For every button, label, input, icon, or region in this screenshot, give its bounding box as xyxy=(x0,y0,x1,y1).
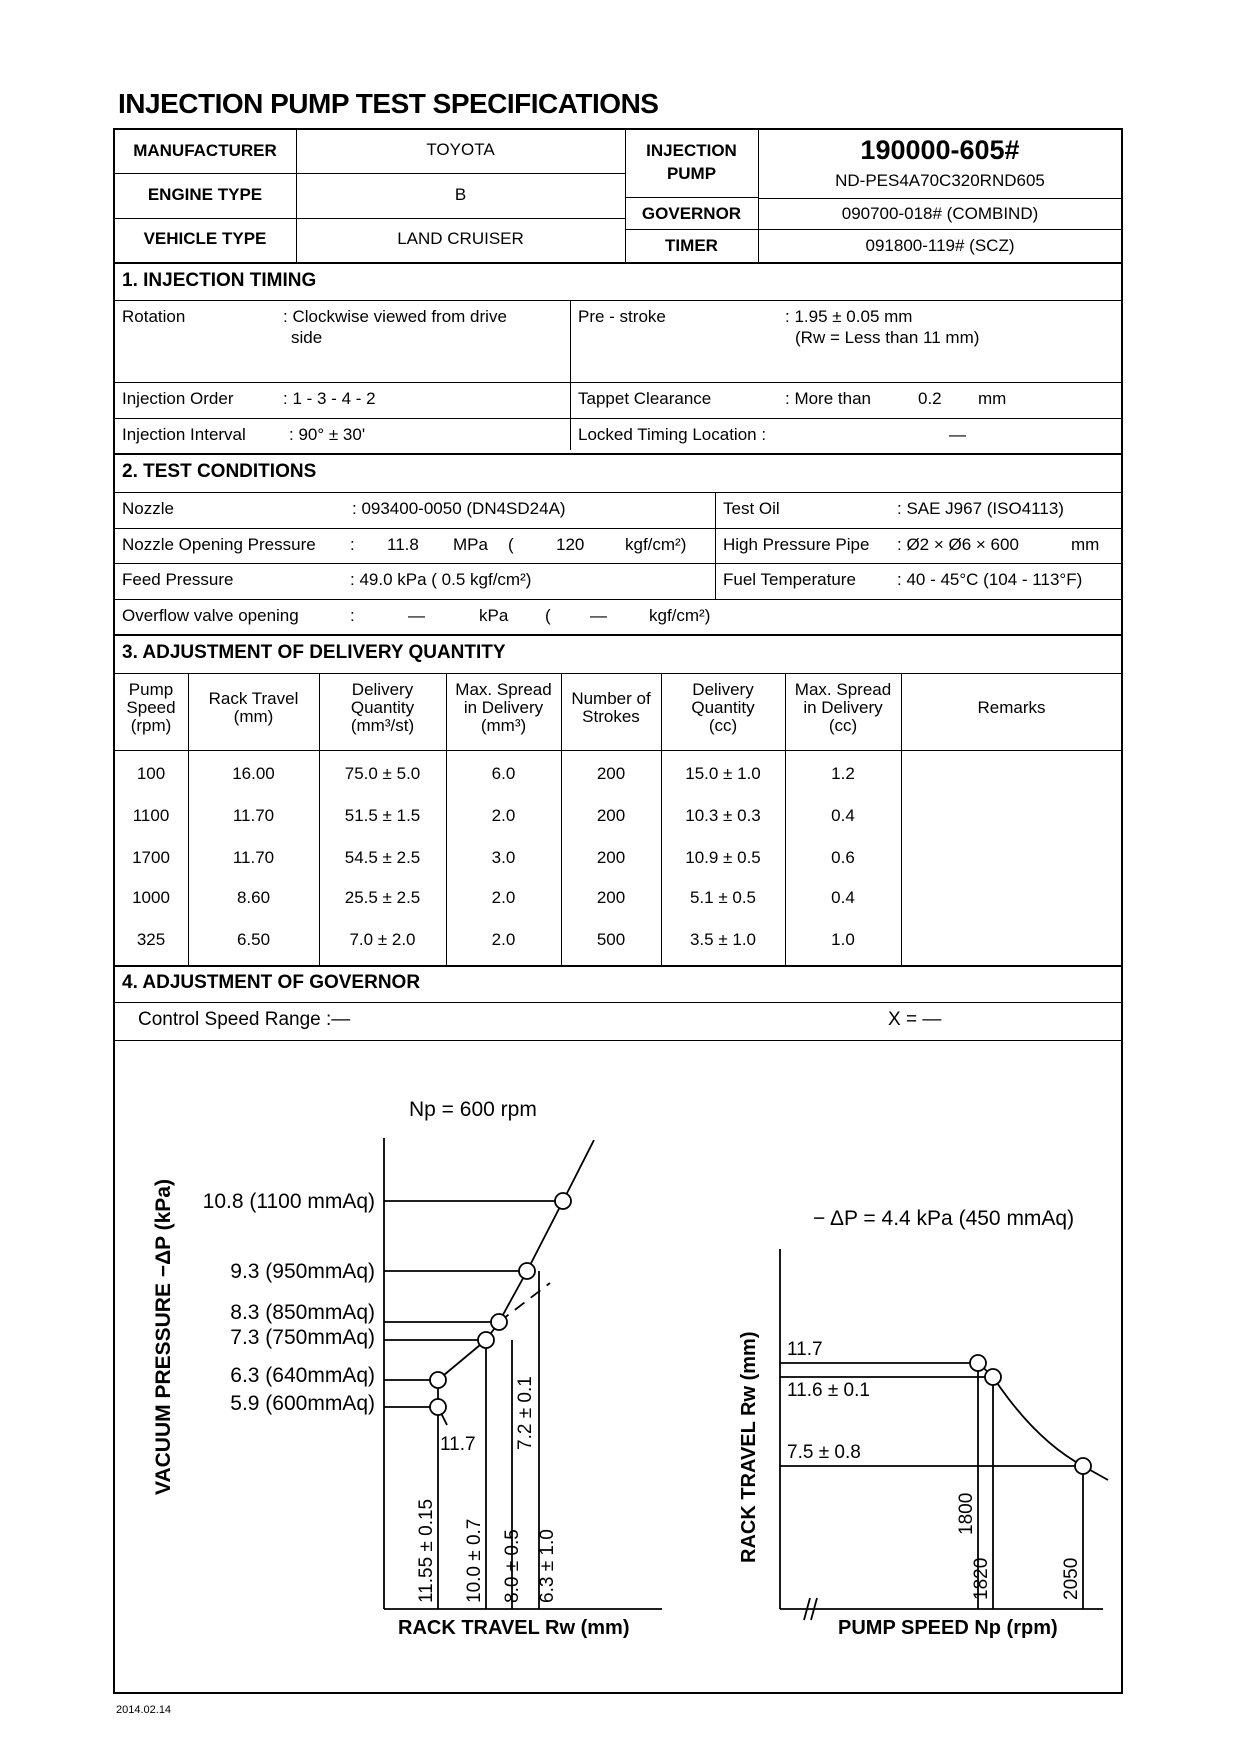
injection-pump-label-2: PUMP xyxy=(666,164,717,183)
x-label-11-55: 11.55 ± 0.15 xyxy=(416,1498,437,1603)
delivery-cell: 75.0 ± 5.0 xyxy=(344,764,421,783)
nop-kgf-unit: kgf/cm²) xyxy=(625,535,687,554)
high-pressure-pipe-label: High Pressure Pipe xyxy=(723,535,870,554)
overflow-kpa-value: — xyxy=(408,606,425,625)
governor-value: 090700-018# (COMBIND) xyxy=(841,204,1039,223)
prestroke-label: Pre - stroke xyxy=(578,307,666,326)
delivery-header-cell: Max. Spread xyxy=(794,680,892,699)
delivery-cell: 7.0 ± 2.0 xyxy=(349,930,416,949)
left-diagram-title: Np = 600 rpm xyxy=(409,1098,537,1121)
tappet-clearance-unit: mm xyxy=(978,389,1007,408)
delivery-cell: 200 xyxy=(596,806,626,825)
engine-type-label: ENGINE TYPE xyxy=(147,185,263,204)
rx-label-2050: 2050 xyxy=(1061,1557,1082,1600)
locked-timing-value: — xyxy=(949,425,966,444)
vehicle-type-value: LAND CRUISER xyxy=(397,229,524,248)
delivery-cell: 2.0 xyxy=(491,930,516,949)
delivery-cell: 2.0 xyxy=(491,806,516,825)
left-y-axis-label: VACUUM PRESSURE −ΔP (kPa) xyxy=(152,1179,175,1495)
rotation-value: : Clockwise viewed from drive xyxy=(283,307,507,326)
delivery-cell: 5.1 ± 0.5 xyxy=(689,888,757,907)
delivery-header-cell: Remarks xyxy=(977,698,1046,717)
y-label-9-3: 9.3 (950mmAq) xyxy=(230,1260,375,1283)
point-11-7 xyxy=(970,1355,986,1371)
injection-interval-value: : 90° ± 30' xyxy=(289,425,366,444)
delivery-cell: 200 xyxy=(596,764,626,783)
delivery-header-cell: (mm) xyxy=(233,707,274,726)
prestroke-value: : 1.95 ± 0.05 mm xyxy=(785,307,913,326)
fuel-temperature-label: Fuel Temperature xyxy=(723,570,856,589)
tappet-clearance-label: Tappet Clearance xyxy=(578,389,712,408)
delivery-header-cell: (cc) xyxy=(708,716,738,735)
nozzle-opening-pressure-label: Nozzle Opening Pressure xyxy=(122,535,316,554)
point-5-9 xyxy=(430,1399,446,1415)
delivery-header-cell: Delivery xyxy=(692,680,754,699)
point-7-3 xyxy=(478,1332,494,1348)
section-governor: 4. ADJUSTMENT OF GOVERNOR xyxy=(122,972,421,993)
injection-order-label: Injection Order xyxy=(122,389,234,408)
page-title: INJECTION PUMP TEST SPECIFICATIONS xyxy=(118,88,659,119)
delivery-cell: 10.3 ± 0.3 xyxy=(685,806,761,825)
test-oil-label: Test Oil xyxy=(723,499,780,518)
delivery-cell: 0.6 xyxy=(831,848,855,867)
point-6-3 xyxy=(430,1372,446,1388)
delivery-header-cell: Max. Spread xyxy=(455,680,552,699)
delivery-cell: 11.70 xyxy=(232,848,275,867)
y-label-8-3: 8.3 (850mmAq) xyxy=(230,1301,375,1324)
nop-paren: ( xyxy=(508,535,514,554)
overflow-paren: ( xyxy=(545,606,551,625)
delivery-cell: 6.50 xyxy=(236,930,271,949)
delivery-header-cell: in Delivery xyxy=(463,698,544,717)
pump-number: 190000-605# xyxy=(860,135,1020,165)
tappet-clearance-value: : More than xyxy=(785,389,871,408)
delivery-cell: 500 xyxy=(596,930,626,949)
delivery-cell: 51.5 ± 1.5 xyxy=(344,806,421,825)
ry-label-7-5: 7.5 ± 0.8 xyxy=(787,1442,861,1463)
delivery-cell: 15.0 ± 1.0 xyxy=(685,764,761,783)
point-8-3 xyxy=(491,1314,507,1330)
rx-label-1800: 1800 xyxy=(956,1492,977,1535)
delivery-cell: 0.4 xyxy=(831,888,855,907)
rx-label-1820: 1820 xyxy=(971,1557,992,1600)
overflow-valve-label: Overflow valve opening xyxy=(122,606,299,625)
left-x-axis-label: RACK TRAVEL Rw (mm) xyxy=(398,1617,630,1639)
x-label-10-0: 10.0 ± 0.7 xyxy=(464,1518,485,1603)
delivery-header-cell: Rack Travel xyxy=(208,689,299,708)
delivery-header-cell: (cc) xyxy=(828,716,858,735)
ry-label-11-7: 11.7 xyxy=(787,1339,823,1360)
y-label-6-3: 6.3 (640mmAq) xyxy=(230,1364,375,1387)
nozzle-label: Nozzle xyxy=(122,499,174,518)
manufacturer-label: MANUFACTURER xyxy=(133,141,277,160)
delivery-cell: 1.2 xyxy=(831,764,855,783)
delivery-cell: 200 xyxy=(596,848,626,867)
delivery-header-cell: (mm³/st) xyxy=(350,716,415,735)
delivery-cell: 1.0 xyxy=(831,930,855,949)
delivery-header-cell: Speed xyxy=(126,698,176,717)
feed-pressure-value: : 49.0 kPa ( 0.5 kgf/cm²) xyxy=(350,570,532,589)
label-11-7: 11.7 xyxy=(440,1434,476,1455)
delivery-cell: 25.5 ± 2.5 xyxy=(344,888,421,907)
delivery-header-cell: Quantity xyxy=(350,698,415,717)
point-9-3 xyxy=(519,1263,535,1279)
delivery-header-cell: (rpm) xyxy=(130,716,172,735)
nop-colon: : xyxy=(350,535,355,554)
delivery-header-cell: in Delivery xyxy=(803,698,883,717)
y-label-7-3: 7.3 (750mmAq) xyxy=(230,1326,375,1349)
y-label-10-8: 10.8 (1100 mmAq) xyxy=(202,1190,375,1213)
delivery-cell: 16.00 xyxy=(232,764,275,783)
footer-date: 2014.02.14 xyxy=(116,1704,172,1716)
engine-type-value: B xyxy=(454,185,467,204)
control-speed-range: Control Speed Range :— xyxy=(138,1009,351,1030)
right-diagram-lines xyxy=(780,1249,1108,1620)
delivery-cell: 1700 xyxy=(132,848,170,867)
overflow-kpa-unit: kPa xyxy=(479,606,509,625)
delivery-cell: 200 xyxy=(596,888,626,907)
section-delivery-quantity: 3. ADJUSTMENT OF DELIVERY QUANTITY xyxy=(122,642,506,663)
delivery-cell: 0.4 xyxy=(831,806,855,825)
delivery-cell: 2.0 xyxy=(491,888,516,907)
y-label-5-9: 5.9 (600mmAq) xyxy=(230,1392,375,1415)
delivery-header-cell: (mm³) xyxy=(480,716,527,735)
nozzle-value: : 093400-0050 (DN4SD24A) xyxy=(352,499,566,518)
tappet-clearance-number: 0.2 xyxy=(918,389,942,408)
injection-interval-label: Injection Interval xyxy=(122,425,246,444)
high-pressure-pipe-value: : Ø2 × Ø6 × 600 xyxy=(897,535,1019,554)
delivery-cell: 10.9 ± 0.5 xyxy=(685,848,761,867)
delivery-header-cell: Quantity xyxy=(691,698,755,717)
nop-kgf-value: 120 xyxy=(556,535,585,554)
fuel-temperature-value: : 40 - 45°C (104 - 113°F) xyxy=(897,570,1083,589)
section-injection-timing: 1. INJECTION TIMING xyxy=(122,270,317,291)
delivery-header-cell: Pump xyxy=(128,680,174,699)
delivery-cell: 1000 xyxy=(132,888,170,907)
high-pressure-pipe-unit: mm xyxy=(1071,535,1100,554)
locked-timing-label: Locked Timing Location : xyxy=(578,425,767,444)
feed-pressure-label: Feed Pressure xyxy=(122,570,234,589)
overflow-colon: : xyxy=(350,606,355,625)
test-oil-value: : SAE J967 (ISO4113) xyxy=(897,499,1064,518)
manufacturer-value: TOYOTA xyxy=(426,140,495,159)
x-value: X = — xyxy=(888,1009,942,1030)
delivery-cell: 100 xyxy=(136,764,166,783)
overflow-kgf-unit: kgf/cm²) xyxy=(649,606,711,625)
right-diagram-points xyxy=(970,1355,1091,1474)
ry-label-11-6: 11.6 ± 0.1 xyxy=(787,1380,870,1401)
pump-code: ND-PES4A70C320RND605 xyxy=(835,171,1045,190)
delivery-cell: 325 xyxy=(136,930,166,949)
label-7-2: 7.2 ± 0.1 xyxy=(515,1376,536,1450)
nop-mpa-value: 11.8 xyxy=(387,535,419,554)
delivery-cell: 6.0 xyxy=(491,764,516,783)
point-10-8 xyxy=(555,1193,571,1209)
delivery-cell: 1100 xyxy=(132,806,170,825)
right-y-axis-label: RACK TRAVEL Rw (mm) xyxy=(738,1331,760,1563)
section-test-conditions: 2. TEST CONDITIONS xyxy=(122,461,317,482)
injection-pump-label-1: INJECTION xyxy=(646,141,737,160)
x-label-8-0: 8.0 ± 0.5 xyxy=(502,1529,523,1603)
prestroke-note: (Rw = Less than 11 mm) xyxy=(795,328,980,347)
governor-label: GOVERNOR xyxy=(641,204,742,223)
delivery-cell: 3.5 ± 1.0 xyxy=(689,930,757,949)
delivery-cell: 11.70 xyxy=(232,806,275,825)
delivery-cell: 8.60 xyxy=(236,888,271,907)
rotation-label: Rotation xyxy=(122,307,186,326)
point-11-6 xyxy=(985,1369,1001,1385)
nop-mpa-unit: MPa xyxy=(453,535,488,554)
delivery-header-cell: Number of xyxy=(571,689,651,708)
right-x-axis-label: PUMP SPEED Np (rpm) xyxy=(838,1617,1058,1639)
right-diagram-title: − ΔP = 4.4 kPa (450 mmAq) xyxy=(813,1207,1075,1230)
delivery-header-cell: Strokes xyxy=(582,707,640,726)
injection-order-value: : 1 - 3 - 4 - 2 xyxy=(283,389,376,408)
delivery-header-cell: Delivery xyxy=(351,680,414,699)
overflow-kgf-value: — xyxy=(590,606,607,625)
timer-value: 091800-119# (SCZ) xyxy=(865,236,1015,255)
vehicle-type-label: VEHICLE TYPE xyxy=(143,229,267,248)
x-label-6-3: 6.3 ± 1.0 xyxy=(537,1529,558,1603)
delivery-cell: 3.0 xyxy=(491,848,516,867)
point-7-5 xyxy=(1075,1458,1091,1474)
timer-label: TIMER xyxy=(665,236,718,255)
rotation-value-2: side xyxy=(291,328,323,347)
delivery-cell: 54.5 ± 2.5 xyxy=(344,848,421,867)
